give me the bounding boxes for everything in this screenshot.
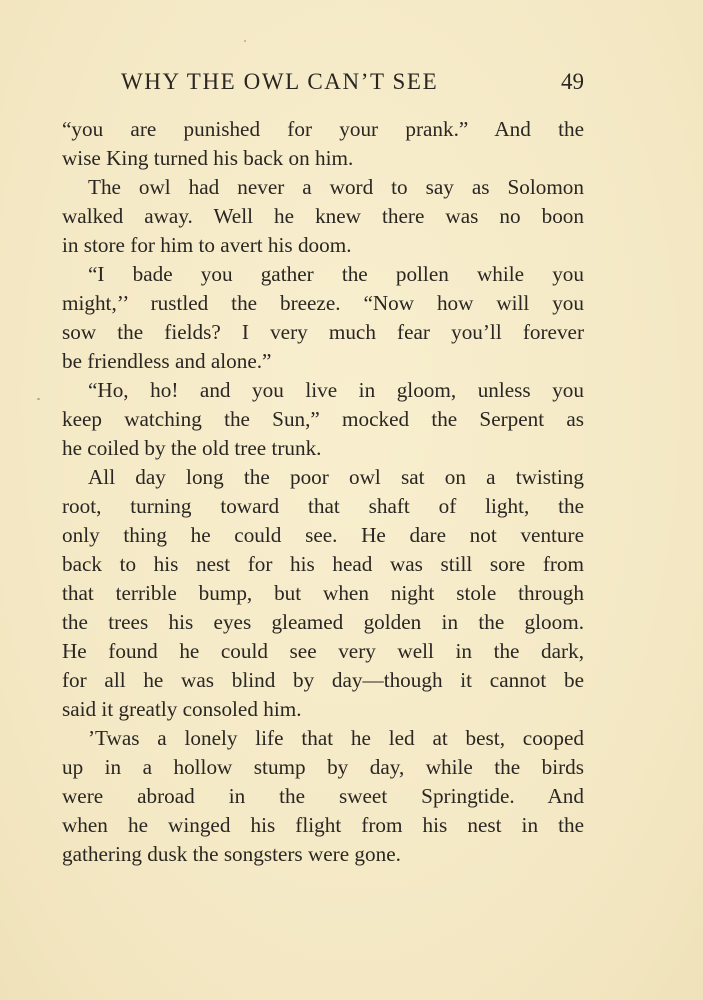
paper-speck <box>244 40 246 42</box>
running-title: WHY THE OWL CAN’T SEE <box>121 69 439 94</box>
paper-speck <box>37 398 40 400</box>
text-line: he coiled by the old tree trunk. <box>62 436 322 460</box>
text-line: the trees his eyes gleamed golden in the gloom. <box>62 610 584 634</box>
text-line: might,’’ rustled the breeze. “Now how will you <box>62 291 584 315</box>
text-line: up in a hollow stump by day, while the birds <box>62 755 584 779</box>
text-line: gathering dusk the songsters were gone. <box>62 842 401 866</box>
text-line: All day long the poor owl sat on a twisting <box>88 465 584 489</box>
text-line: said it greatly consoled him. <box>62 697 302 721</box>
text-line: that terrible bump, but when night stole through <box>62 581 584 605</box>
text-line: walked away. Well he knew there was no boon <box>62 204 584 228</box>
text-line: were abroad in the sweet Springtide. And <box>62 784 584 808</box>
text-line: for all he was blind by day—though it cannot be <box>62 668 584 692</box>
text-line: be friendless and alone.” <box>62 349 272 373</box>
text-line: in store for him to avert his doom. <box>62 233 352 257</box>
text-line: when he winged his flight from his nest in the <box>62 813 584 837</box>
text-line: He found he could see very well in the dark, <box>62 639 584 663</box>
text-line: The owl had never a word to say as Solomon <box>88 175 584 199</box>
text-line: “you are punished for your prank.” And the <box>62 117 584 141</box>
text-line: wise King turned his back on him. <box>62 146 354 170</box>
text-line: root, turning toward that shaft of light, the <box>62 494 584 518</box>
text-line: only thing he could see. He dare not venture <box>62 523 584 547</box>
text-line: “I bade you gather the pollen while you <box>88 262 584 286</box>
text-line: sow the fields? I very much fear you’ll forever <box>62 320 584 344</box>
running-head <box>62 69 584 97</box>
body-text <box>62 115 584 869</box>
text-line: “Ho, ho! and you live in gloom, unless you <box>88 378 584 402</box>
text-line: back to his nest for his head was still sore from <box>62 552 584 576</box>
text-line: ’Twas a lonely life that he led at best, cooped <box>88 726 584 750</box>
text-line: keep watching the Sun,” mocked the Serpent as <box>62 407 584 431</box>
page-number: 49 <box>561 69 584 94</box>
